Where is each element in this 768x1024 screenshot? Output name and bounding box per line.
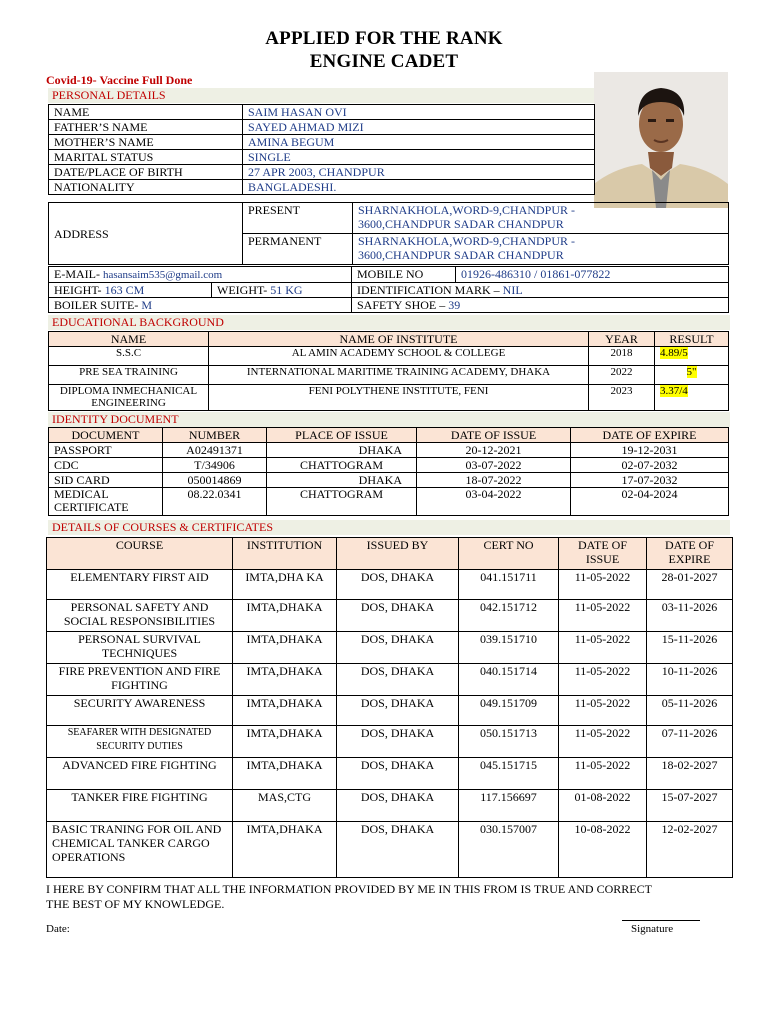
edu-header-name: NAME [49, 332, 209, 347]
section-courses: DETAILS OF COURSES & CERTIFICATES [48, 520, 730, 535]
id-place: CHATTOGRAM [267, 488, 417, 516]
course-date-expire: 10-11-2026 [647, 664, 733, 696]
boiler-value: M [141, 298, 152, 312]
weight-value: 51 KG [270, 283, 303, 297]
permanent-address-line-1: SHARNAKHOLA,WORD-9,CHANDPUR - [358, 234, 576, 248]
id-doc: SID CARD [49, 473, 163, 488]
course-date-expire: 03-11-2026 [647, 600, 733, 632]
edu-name: PRE SEA TRAINING [49, 366, 209, 385]
course-institution: IMTA,DHAKA [233, 600, 337, 632]
course-date-expire: 28-01-2027 [647, 570, 733, 600]
course-issued-by: DOS, DHAKA [337, 696, 459, 726]
edu-result: 4.89/5 [660, 347, 688, 359]
idmark-label: IDENTIFICATION MARK – [357, 283, 500, 297]
weight-label: WEIGHT- [217, 283, 268, 297]
edu-institute: FENI POLYTHENE INSTITUTE, FENI [209, 385, 589, 411]
id-number: A02491371 [163, 443, 267, 458]
course-cert-no: 049.151709 [459, 696, 559, 726]
dob-value: 27 APR 2003, CHANDPUR [243, 165, 595, 180]
edu-header-institute: NAME OF INSTITUTE [209, 332, 589, 347]
section-identity-document: IDENTITY DOCUMENT [48, 412, 730, 427]
boiler-label: BOILER SUITE- [54, 298, 139, 312]
height-label: HEIGHT- [54, 283, 102, 297]
course-name: FIRE PREVENTION AND FIRE FIGHTING [47, 664, 233, 696]
course-cert-no: 039.151710 [459, 632, 559, 664]
id-doc: MEDICAL CERTIFICATE [49, 488, 163, 516]
covid-note: Covid-19- Vaccine Full Done [46, 73, 193, 87]
course-issued-by: DOS, DHAKA [337, 758, 459, 790]
course-date-issue: 11-05-2022 [559, 758, 647, 790]
course-header-cert-no: CERT NO [459, 538, 559, 570]
id-expire: 02-07-2032 [571, 458, 729, 473]
edu-year: 2018 [589, 347, 655, 366]
id-doc: CDC [49, 458, 163, 473]
course-institution: IMTA,DHAKA [233, 632, 337, 664]
edu-result: 5" [686, 366, 697, 378]
table-row [49, 473, 729, 488]
course-date-issue: 01-08-2022 [559, 790, 647, 822]
id-expire: 17-07-2032 [571, 473, 729, 488]
education-table [48, 331, 729, 411]
course-date-issue: 11-05-2022 [559, 696, 647, 726]
course-name: ADVANCED FIRE FIGHTING [47, 758, 233, 790]
id-header-document: DOCUMENT [49, 428, 163, 443]
id-issue: 03-07-2022 [417, 458, 571, 473]
edu-year: 2023 [589, 385, 655, 411]
table-row [47, 790, 733, 822]
course-date-issue: 11-05-2022 [559, 570, 647, 600]
id-place: DHAKA [267, 443, 417, 458]
table-row [47, 726, 733, 758]
contact-table [48, 266, 729, 313]
table-row [49, 347, 729, 366]
permanent-address [353, 234, 729, 265]
course-institution: IMTA,DHAKA [233, 758, 337, 790]
course-issued-by: DOS, DHAKA [337, 600, 459, 632]
id-expire: 19-12-2031 [571, 443, 729, 458]
course-date-expire: 15-07-2027 [647, 790, 733, 822]
table-row [49, 366, 729, 385]
course-date-expire: 05-11-2026 [647, 696, 733, 726]
present-label: PRESENT [243, 203, 353, 234]
table-row [47, 600, 733, 632]
table-row [49, 385, 729, 411]
permanent-address-line-2: 3600,CHANDPUR SADAR CHANDPUR [358, 248, 564, 262]
course-cert-no: 050.151713 [459, 726, 559, 758]
edu-institute: AL AMIN ACADEMY SCHOOL & COLLEGE [209, 347, 589, 366]
id-header-place: PLACE OF ISSUE [267, 428, 417, 443]
edu-name: DIPLOMA INMECHANICAL ENGINEERING [49, 385, 209, 411]
mobile-label: MOBILE NO [352, 267, 456, 283]
address-label: ADDRESS [49, 203, 243, 265]
course-name: SECURITY AWARENESS [47, 696, 233, 726]
permanent-label: PERMANENT [243, 234, 353, 265]
edu-header-year: YEAR [589, 332, 655, 347]
table-row [49, 458, 729, 473]
id-issue: 03-04-2022 [417, 488, 571, 516]
id-expire: 02-04-2024 [571, 488, 729, 516]
course-institution: IMTA,DHAKA [233, 664, 337, 696]
shoe-label: SAFETY SHOE – [357, 298, 446, 312]
marital-value: SINGLE [243, 150, 595, 165]
table-row [47, 696, 733, 726]
table-row [47, 570, 733, 600]
personal-details-table [48, 104, 595, 195]
course-date-expire: 18-02-2027 [647, 758, 733, 790]
section-personal-details: PERSONAL DETAILS [48, 88, 594, 103]
name-label: NAME [49, 105, 243, 120]
id-place: DHAKA [267, 473, 417, 488]
identity-table [48, 427, 729, 516]
height-value: 163 CM [104, 283, 145, 297]
present-address-line-1: SHARNAKHOLA,WORD-9,CHANDPUR - [358, 203, 576, 217]
id-number: 050014869 [163, 473, 267, 488]
course-cert-no: 041.151711 [459, 570, 559, 600]
shoe-value: 39 [448, 298, 461, 312]
course-institution: IMTA,DHAKA [233, 696, 337, 726]
nationality-value: BANGLADESHI. [243, 180, 595, 195]
course-cert-no: 040.151714 [459, 664, 559, 696]
course-name: PERSONAL SAFETY AND SOCIAL RESPONSIBILITIES [47, 600, 233, 632]
course-cert-no: 042.151712 [459, 600, 559, 632]
course-institution: IMTA,DHA KA [233, 570, 337, 600]
course-date-issue: 10-08-2022 [559, 822, 647, 878]
course-header-course: COURSE [47, 538, 233, 570]
course-date-issue: 11-05-2022 [559, 726, 647, 758]
course-date-expire: 15-11-2026 [647, 632, 733, 664]
course-cert-no: 030.157007 [459, 822, 559, 878]
course-header-institution: INSTITUTION [233, 538, 337, 570]
id-issue: 18-07-2022 [417, 473, 571, 488]
father-label: FATHER’S NAME [49, 120, 243, 135]
id-number: T/34906 [163, 458, 267, 473]
table-row [47, 758, 733, 790]
course-issued-by: DOS, DHAKA [337, 570, 459, 600]
declaration-line-1: I HERE BY CONFIRM THAT ALL THE INFORMATION PROVIDED BY ME IN THIS FROM IS TRUE AND CORRECT [46, 882, 652, 896]
course-date-issue: 11-05-2022 [559, 664, 647, 696]
present-address [353, 203, 729, 234]
id-number: 08.22.0341 [163, 488, 267, 516]
nationality-label: NATIONALITY [49, 180, 243, 195]
email-value: hasansaim535@gmail.com [102, 269, 223, 281]
marital-label: MARITAL STATUS [49, 150, 243, 165]
applicant-photo [594, 72, 728, 208]
course-name: SEAFARER WITH DESIGNATED SECURITY DUTIES [47, 726, 233, 758]
course-name: BASIC TRANING FOR OIL AND CHEMICAL TANKER CARGO OPERATIONS [47, 822, 233, 878]
course-name: TANKER FIRE FIGHTING [47, 790, 233, 822]
id-header-expire: DATE OF EXPIRE [571, 428, 729, 443]
course-cert-no: 045.151715 [459, 758, 559, 790]
course-header-issue: DATE OF ISSUE [559, 538, 647, 570]
course-date-expire: 12-02-2027 [647, 822, 733, 878]
course-name: ELEMENTARY FIRST AID [47, 570, 233, 600]
course-institution: MAS,CTG [233, 790, 337, 822]
course-issued-by: DOS, DHAKA [337, 790, 459, 822]
table-row [49, 443, 729, 458]
mobile-value: 01926-486310 / 01861-077822 [456, 267, 729, 283]
course-issued-by: DOS, DHAKA [337, 632, 459, 664]
id-issue: 20-12-2021 [417, 443, 571, 458]
mother-label: MOTHER’S NAME [49, 135, 243, 150]
table-row [49, 488, 729, 516]
edu-name: S.S.C [49, 347, 209, 366]
course-date-issue: 11-05-2022 [559, 632, 647, 664]
course-issued-by: DOS, DHAKA [337, 726, 459, 758]
course-institution: IMTA,DHAKA [233, 726, 337, 758]
course-cert-no: 117.156697 [459, 790, 559, 822]
courses-table [46, 537, 733, 878]
id-doc: PASSPORT [49, 443, 163, 458]
edu-year: 2022 [589, 366, 655, 385]
edu-institute: INTERNATIONAL MARITIME TRAINING ACADEMY, DHAKA [209, 366, 589, 385]
table-row [47, 664, 733, 696]
edu-result: 3.37/4 [660, 385, 688, 397]
id-place: CHATTOGRAM [267, 458, 417, 473]
id-header-issue: DATE OF ISSUE [417, 428, 571, 443]
course-issued-by: DOS, DHAKA [337, 664, 459, 696]
father-value: SAYED AHMAD MIZI [243, 120, 595, 135]
edu-header-result: RESULT [655, 332, 729, 347]
idmark-value: NIL [502, 283, 523, 297]
course-header-issued-by: ISSUED BY [337, 538, 459, 570]
course-issued-by: DOS, DHAKA [337, 822, 459, 878]
name-value: SAIM HASAN OVI [243, 105, 595, 120]
date-label: Date: [46, 923, 70, 935]
course-date-expire: 07-11-2026 [647, 726, 733, 758]
signature-line [622, 920, 700, 921]
email-label: E-MAIL- [54, 267, 100, 281]
table-row [47, 822, 733, 878]
declaration-line-2: THE BEST OF MY KNOWLEDGE. [46, 897, 225, 911]
table-row [47, 632, 733, 664]
course-date-issue: 11-05-2022 [559, 600, 647, 632]
address-table [48, 202, 729, 265]
title-line-1: APPLIED FOR THE RANK [265, 28, 503, 49]
section-educational-background: EDUCATIONAL BACKGROUND [48, 315, 730, 330]
present-address-line-2: 3600,CHANDPUR SADAR CHANDPUR [358, 217, 564, 231]
id-header-number: NUMBER [163, 428, 267, 443]
dob-label: DATE/PLACE OF BIRTH [49, 165, 243, 180]
mother-value: AMINA BEGUM [243, 135, 595, 150]
course-institution: IMTA,DHAKA [233, 822, 337, 878]
signature-label: Signature [631, 923, 674, 935]
title-line-2: ENGINE CADET [309, 51, 459, 72]
course-header-expire: DATE OF EXPIRE [647, 538, 733, 570]
course-name: PERSONAL SURVIVAL TECHNIQUES [47, 632, 233, 664]
